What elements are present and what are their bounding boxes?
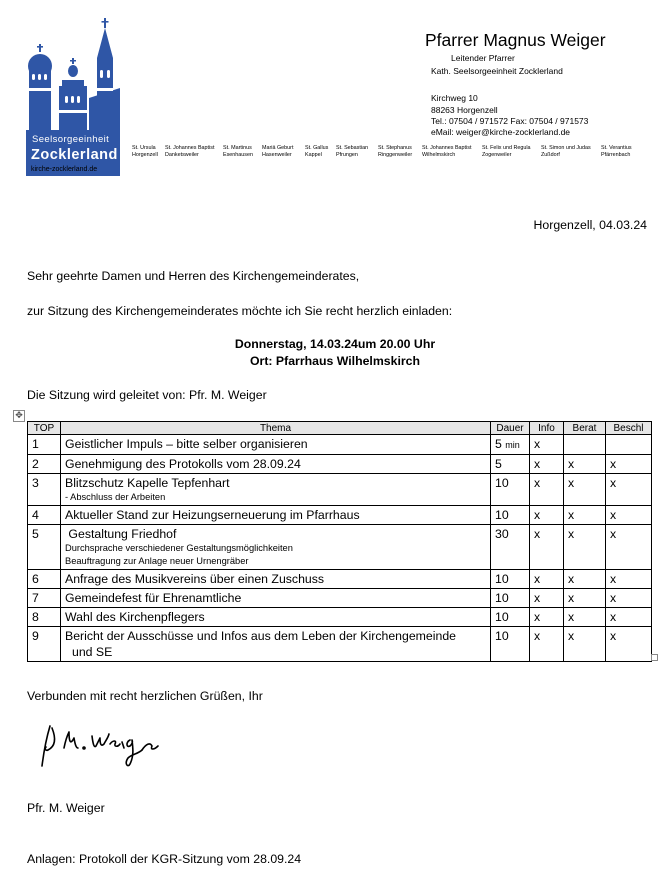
table-row xyxy=(28,608,652,627)
cell-dauer: 10 xyxy=(491,627,530,662)
cell-dauer: 10 xyxy=(491,608,530,627)
cell-info: x xyxy=(530,506,564,525)
parish-item: St. Verantius Pfärrenbach xyxy=(601,145,632,158)
address-city: 88263 Horgenzell xyxy=(431,105,498,115)
address-phone: Tel.: 07504 / 971572 Fax: 07504 / 971573 xyxy=(431,116,589,126)
logo-website: kirche-zocklerland.de xyxy=(31,166,98,173)
table-row xyxy=(28,627,652,662)
table-row xyxy=(28,474,652,506)
parish-item: Mariä Geburt Hasenweiler xyxy=(262,145,294,158)
closing-text: Verbunden mit recht herzlichen Grüßen, Ihr xyxy=(27,689,263,703)
cell-berat: x xyxy=(564,627,606,662)
cell-info: x xyxy=(530,435,564,455)
cell-subtopic: Durchsprache verschiedener Gestaltungsmöglichkeiten xyxy=(65,543,293,553)
cell-beschl: x xyxy=(606,589,652,608)
agenda-table xyxy=(27,421,652,662)
cell-topic: Aktueller Stand zur Heizungserneuerung im Pfarrhaus xyxy=(61,506,491,525)
header-berat: Berat xyxy=(564,422,606,435)
cell-berat: x xyxy=(564,525,606,570)
parish-item: St. Ursula Horgenzell xyxy=(132,145,158,158)
cell-topic: Gemeindefest für Ehrenamtliche xyxy=(61,589,491,608)
signature-name: Pfr. M. Weiger xyxy=(27,801,105,815)
letter-date: Horgenzell, 04.03.24 xyxy=(533,218,647,232)
cell-top: 4 xyxy=(28,506,61,525)
parish-item: St. Simon und Judas Zußdorf xyxy=(541,145,591,158)
table-resize-handle[interactable] xyxy=(651,654,658,661)
cell-subtopic: - Abschluss der Arbeiten xyxy=(65,492,166,502)
cell-beschl: x xyxy=(606,525,652,570)
cell-beschl: x xyxy=(606,455,652,474)
parish-item: St. Stephanus Ringgenweiler xyxy=(378,145,413,158)
cell-dauer: 5 xyxy=(491,455,530,474)
parish-item: St. Sebastian Pfrungen xyxy=(336,145,369,158)
pastor-role: Leitender Pfarrer xyxy=(451,53,515,63)
logo-line2: Zocklerland xyxy=(31,147,118,163)
header-thema: Thema xyxy=(61,422,491,435)
header-top: TOP xyxy=(28,422,61,435)
cell-berat: x xyxy=(564,589,606,608)
cell-beschl: x xyxy=(606,570,652,589)
table-row xyxy=(28,570,652,589)
cell-info: x xyxy=(530,627,564,662)
address-email: eMail: weiger@kirche-zocklerland.de xyxy=(431,127,571,137)
cell-info: x xyxy=(530,474,564,506)
cell-berat xyxy=(564,435,606,455)
table-row xyxy=(28,506,652,525)
cell-berat: x xyxy=(564,570,606,589)
cell-beschl: x xyxy=(606,608,652,627)
cell-berat: x xyxy=(564,608,606,627)
salutation: Sehr geehrte Damen und Herren des Kirchengemeinderates, xyxy=(27,269,360,283)
meeting-location: Ort: Pfarrhaus Wilhelmskirch xyxy=(249,354,421,368)
table-row xyxy=(28,435,652,455)
parish-item: St. Gallus Kappel xyxy=(305,145,329,158)
cell-beschl: x xyxy=(606,506,652,525)
table-row xyxy=(28,589,652,608)
cell-subtopic: Beauftragung zur Anlage neuer Urnengräber xyxy=(65,556,249,566)
cell-dauer: 10 xyxy=(491,474,530,506)
cell-topic: Genehmigung des Protokolls vom 28.09.24 xyxy=(61,455,491,474)
signature-icon xyxy=(38,720,166,770)
cell-info: x xyxy=(530,570,564,589)
cell-berat: x xyxy=(564,474,606,506)
parish-item: St. Felix und Regula Zogenweiler xyxy=(482,145,531,158)
cell-dauer: 5 min xyxy=(491,435,530,455)
cell-dauer: 10 xyxy=(491,570,530,589)
cell-dauer: 10 xyxy=(491,589,530,608)
logo-line1: Seelsorgeeinheit xyxy=(32,134,110,145)
cell-topic: Wahl des Kirchenpflegers xyxy=(61,608,491,627)
cell-dauer: 10 xyxy=(491,506,530,525)
cell-topic: Gestaltung Friedhof Durchsprache verschiedener Gestaltungsmöglichkeiten Beauftragung zur Anlage neuer Urnengräber xyxy=(61,525,491,570)
parish-logo xyxy=(26,18,120,163)
cell-beschl: x xyxy=(606,627,652,662)
cell-info: x xyxy=(530,525,564,570)
pastoral-unit: Kath. Seelsorgeeinheit Zocklerland xyxy=(431,66,563,76)
meeting-datetime: Donnerstag, 14.03.24um 20.00 Uhr xyxy=(234,337,436,351)
cell-topic: Bericht der Ausschüsse und Infos aus dem Leben der Kirchengemeinde und SE xyxy=(61,627,491,662)
cell-berat: x xyxy=(564,455,606,474)
parish-item: St. Martinus Esenhausen xyxy=(223,145,253,158)
parish-item: St. Johannes Baptist Wilhelmskirch xyxy=(422,145,472,158)
table-row xyxy=(28,525,652,570)
cell-beschl xyxy=(606,435,652,455)
chair-text: Die Sitzung wird geleitet von: Pfr. M. Weiger xyxy=(27,388,267,402)
cell-info: x xyxy=(530,608,564,627)
parish-item: St. Johannes Baptist Danketsweiler xyxy=(165,145,215,158)
cell-top: 5 xyxy=(28,525,61,570)
cell-topic: Anfrage des Musikvereins über einen Zuschuss xyxy=(61,570,491,589)
church-towers-icon xyxy=(26,18,120,130)
table-header-row xyxy=(28,422,652,435)
cell-berat: x xyxy=(564,506,606,525)
cell-top: 2 xyxy=(28,455,61,474)
cell-info: x xyxy=(530,589,564,608)
cell-topic: Geistlicher Impuls – bitte selber organisieren xyxy=(61,435,491,455)
header-beschl: Beschl xyxy=(606,422,652,435)
cell-beschl: x xyxy=(606,474,652,506)
cell-dauer: 30 xyxy=(491,525,530,570)
pastor-name: Pfarrer Magnus Weiger xyxy=(425,30,606,50)
table-row xyxy=(28,455,652,474)
cell-top: 9 xyxy=(28,627,61,662)
cell-info: x xyxy=(530,455,564,474)
cell-top: 3 xyxy=(28,474,61,506)
cell-top: 8 xyxy=(28,608,61,627)
attachments-text: Anlagen: Protokoll der KGR-Sitzung vom 28.09.24 xyxy=(27,852,302,866)
cell-topic: Blitzschutz Kapelle Tepfenhart - Abschluss der Arbeiten xyxy=(61,474,491,506)
header-info: Info xyxy=(530,422,564,435)
cell-top: 6 xyxy=(28,570,61,589)
cell-top: 1 xyxy=(28,435,61,455)
header-dauer: Dauer xyxy=(491,422,530,435)
invitation-text: zur Sitzung des Kirchengemeinderates möchte ich Sie recht herzlich einladen: xyxy=(27,304,453,318)
table-move-handle-icon[interactable]: ✥ xyxy=(13,410,25,422)
cell-top: 7 xyxy=(28,589,61,608)
address-street: Kirchweg 10 xyxy=(431,93,478,103)
